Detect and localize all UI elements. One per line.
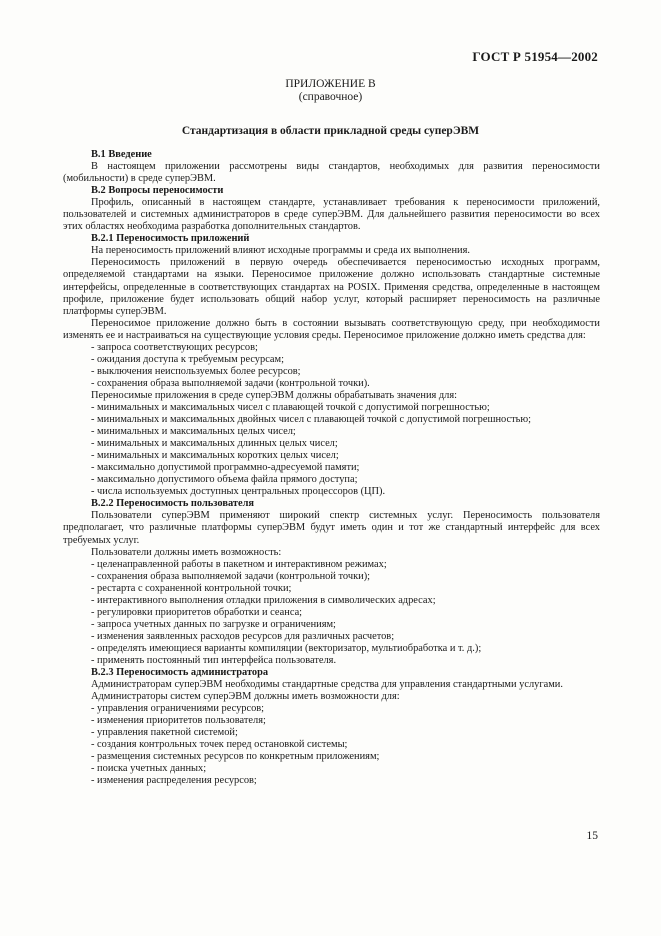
list-item: - целенаправленной работы в пакетном и интерактивном режимах; (91, 558, 387, 570)
list-item: - регулировки приоритетов обработки и сеанса; (91, 606, 303, 618)
main-title: Стандартизация в области прикладной среды суперЭВМ (181, 125, 480, 137)
list-item: - изменения приоритетов пользователя; (91, 715, 266, 727)
list-item: - управления пакетной системой; (91, 727, 238, 739)
list-item: - изменения распределения ресурсов; (91, 775, 257, 787)
section-heading: В.2 Вопросы переносимости (91, 185, 224, 197)
list-item: - определять имеющиеся варианты компиляции (векторизатор, мультиобработка и т. д.); (91, 642, 482, 654)
paragraph: Переносимые приложения в среде суперЭВМ должны обрабатывать значения для: (91, 389, 458, 401)
paragraph: Администраторам суперЭВМ необходимы стандартные средства для управления стандартными услугами. (91, 679, 563, 691)
list-item: - ожидания доступа к требуемым ресурсам; (91, 353, 285, 365)
list-item: - минимальных и максимальных целых чисел; (91, 426, 296, 438)
paragraph: Администраторы систем суперЭВМ должны иметь возможности для: (91, 691, 400, 703)
list-item: - изменения заявленных расходов ресурсов для различных расчетов; (91, 630, 395, 642)
appendix-title: ПРИЛОЖЕНИЕ В (285, 78, 376, 90)
list-item: - создания контрольных точек перед остановкой системы; (91, 739, 348, 751)
list-item: - размещения системных ресурсов по конкретным приложениям; (91, 751, 380, 763)
section-heading: В.2.1 Переносимость приложений (91, 233, 250, 245)
list-item: - сохранения образа выполняемой задачи (контрольной точки). (91, 377, 370, 389)
list-item: - числа используемых доступных центральных процессоров (ЦП). (91, 486, 386, 498)
paragraph: Пользователи должны иметь возможность: (91, 546, 282, 558)
paragraph: Профиль, описанный в настоящем стандарте, устанавливает требования к переносимости приложений, пользователей и системных администраторов в среде суперЭВМ. Для дальнейшего развития переносимости во всех этих областях необходима разработка дополнительных стандартов. (63, 197, 600, 233)
paragraph: Переносимость приложений в первую очередь обеспечивается переносимостью исходных программ, определяемой стандартами на языки. Переносимое приложение должно использовать стандартные системные интерфейсы, определенные в соответствующих стандартах на POSIX. Применяя средства, определенные в настоящем профиле, приложение будет использовать общий набор услуг, который расширяет переносимость на различные платформы суперЭВМ. (63, 257, 600, 317)
paragraph: На переносимость приложений влияют исходные программы и среда их выполнения. (91, 245, 470, 257)
list-item: - минимальных и максимальных коротких целых чисел; (91, 450, 339, 462)
list-item: - интерактивного выполнения отладки приложения в символических адресах; (91, 594, 436, 606)
list-item: - применять постоянный тип интерфейса пользователя. (91, 654, 337, 666)
section-heading: В.1 Введение (91, 149, 152, 160)
paragraph: Переносимое приложение должно быть в состоянии вызывать соответствующую среду, при необходимости изменять ее и настраиваться на существующие условия среды. Переносимое приложение должно иметь средства для: (63, 317, 600, 341)
section-heading: В.2.2 Переносимость пользователя (91, 498, 255, 510)
appendix-subtitle: (справочное) (298, 91, 363, 103)
list-item: - сохранения образа выполняемой задачи (контрольной точки); (91, 570, 371, 582)
list-item: - запроса учетных данных по загрузке и ограничениям; (91, 618, 336, 630)
list-item: - максимально допустимой программно-адресуемой памяти; (91, 462, 360, 474)
list-item: - максимально допустимого объема файла прямого доступа; (91, 474, 358, 486)
standard-designation: ГОСТ Р 51954—2002 (472, 49, 598, 64)
list-item: - рестарта с сохраненной контрольной точки; (91, 582, 292, 594)
paragraph: В настоящем приложении рассмотрены виды стандартов, необходимых для развития переносимости (мобильности) в среде суперЭВМ. (63, 161, 600, 185)
appendix-heading (0, 78, 661, 104)
list-item: - выключения неиспользуемых более ресурсов; (91, 365, 301, 377)
page-number: 15 (586, 830, 598, 842)
document-body (63, 149, 600, 787)
list-item: - минимальных и максимальных двойных чисел с плавающей точкой с допустимой погрешностью; (91, 414, 531, 426)
section-heading: В.2.3 Переносимость администратора (91, 667, 269, 679)
list-item: - минимальных и максимальных длинных целых чисел; (91, 438, 338, 450)
list-item: - управления ограничениями ресурсов; (91, 703, 265, 715)
paragraph: Пользователи суперЭВМ применяют широкий спектр системных услуг. Переносимость пользователя предполагает, что различные платформы суперЭВМ будут иметь один и тот же стандартный интерфейс для всех требуемых услуг. (63, 510, 600, 546)
list-item: - запроса соответствующих ресурсов; (91, 341, 258, 353)
list-item: - поиска учетных данных; (91, 763, 207, 775)
list-item: - минимальных и максимальных чисел с плавающей точкой с допустимой погрешностью; (91, 401, 490, 413)
